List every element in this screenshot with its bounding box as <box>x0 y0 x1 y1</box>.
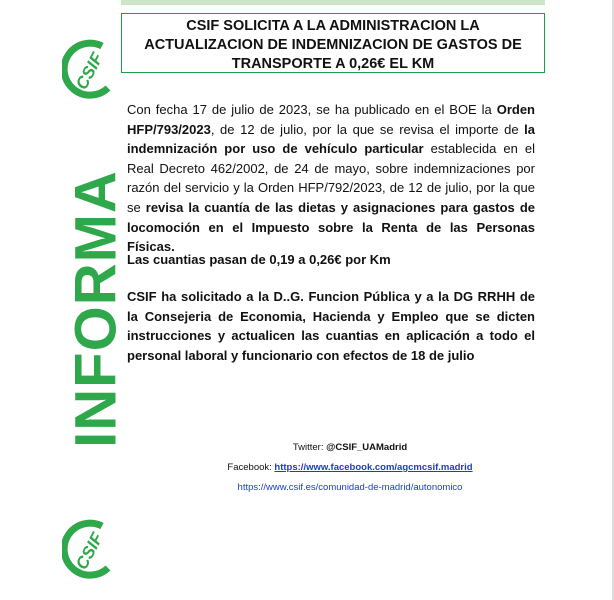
allowance-review-highlight: revisa la cuantía de las dietas y asignaciones para gastos de locomoción en el Impuesto sobre la Renta de las Personas Físicas. <box>127 199 535 255</box>
footer-facebook <box>160 462 540 474</box>
text-span: Con fecha 17 de julio de 2023, se ha publicado en el BOE la <box>127 102 497 117</box>
document-title-box <box>121 13 545 73</box>
body-paragraph-request: CSIF ha solicitado a la D..G. Funcion Pública y a la DG RRHH de la Consejeria de Economia, Hacienda y Empleo que se dicten instrucciones y actualicen las cuantias en aplicación a todo el personal laboral y funcionario con efectos de 18 de julio <box>127 289 535 363</box>
informa-vertical-heading: INFORMA <box>63 170 129 448</box>
facebook-label: Facebook: <box>227 462 275 473</box>
vehicle-allowance-highlight: la indemnización por uso de vehículo particular <box>127 121 535 157</box>
order-reference: Orden HFP/793/2023 <box>127 102 535 137</box>
footer-website <box>160 482 540 494</box>
facebook-link[interactable]: https://www.facebook.com/agcmcsif.madrid <box>274 462 473 473</box>
csif-logo-text: CSIF <box>71 529 107 573</box>
csif-logo-text: CSIF <box>71 49 107 93</box>
body-paragraph-publication <box>127 100 535 257</box>
twitter-label: Twitter: <box>292 442 327 453</box>
twitter-handle: @CSIF_UAMadrid <box>326 442 408 453</box>
document-title-line: TRANSPORTE A 0,26€ EL KM <box>231 56 435 72</box>
csif-logo-icon <box>62 518 116 582</box>
text-span: , de 12 de julio, por la que se revisa el importe de <box>210 121 525 137</box>
csif-logo-icon <box>62 38 116 102</box>
website-link[interactable]: https://www.csif.es/comunidad-de-madrid/autonomico <box>237 482 463 493</box>
text-span: establecida en el Real Decreto 462/2002, de 24 de mayo, sobre indemnizaciones por razón del servicio y la Orden HFP/792/2023, de 12 de julio, por la que se <box>127 141 535 215</box>
top-decorative-strip <box>121 0 545 5</box>
document-title-line: ACTUALIZACION DE INDEMNIZACION DE GASTOS DE <box>144 37 522 53</box>
footer-twitter <box>160 442 540 454</box>
body-paragraph-rates: Las cuantias pasan de 0,19 a 0,26€ por Km <box>127 252 391 267</box>
document-title-line: CSIF SOLICITA A LA ADMINISTRACION LA <box>186 18 480 34</box>
